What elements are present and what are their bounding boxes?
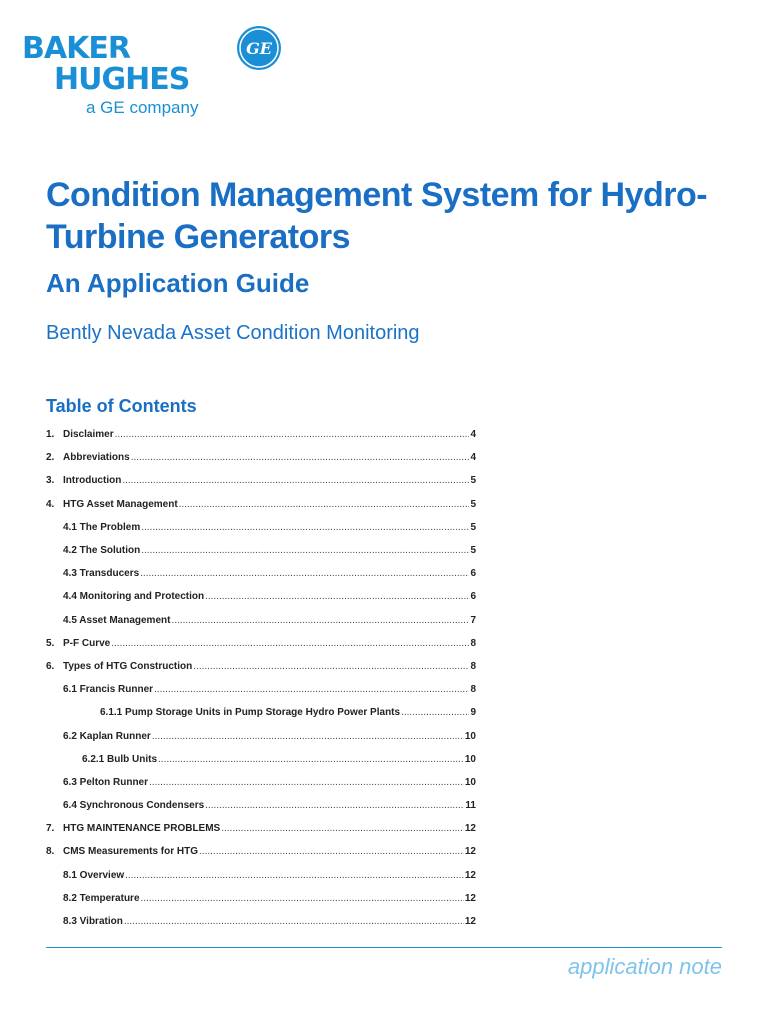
- table-of-contents: [46, 423, 476, 933]
- footer-divider: [46, 947, 722, 948]
- document-tagline: Bently Nevada Asset Condition Monitoring: [46, 322, 420, 344]
- toc-dot-leader: [125, 870, 464, 881]
- toc-entry[interactable]: [46, 469, 476, 492]
- toc-entry-label: HTG MAINTENANCE PROBLEMS: [63, 823, 221, 835]
- toc-entry-page-number: 6: [470, 568, 476, 580]
- toc-entry-page-number: 5: [470, 521, 476, 533]
- toc-dot-leader: [149, 777, 464, 788]
- toc-dot-leader: [124, 916, 464, 927]
- toc-entry-label: 8.2 Temperature: [63, 892, 140, 904]
- toc-entry-label: Types of HTG Construction: [63, 660, 193, 672]
- toc-entry-page-number: 12: [464, 823, 476, 835]
- toc-entry-number: 3.: [46, 475, 55, 487]
- toc-entry-page-number: 9: [470, 707, 476, 719]
- logo-text-baker: BAKER: [22, 31, 130, 66]
- toc-entry[interactable]: [46, 423, 476, 446]
- toc-entry[interactable]: [46, 840, 476, 863]
- toc-entry-label: 4.4 Monitoring and Protection: [63, 591, 205, 603]
- logo-text-hughes: HUGHES: [54, 62, 190, 97]
- toc-entry-number: 1.: [46, 429, 55, 441]
- toc-entry-label: 8.1 Overview: [63, 869, 125, 881]
- toc-entry-label: 4.2 The Solution: [63, 545, 141, 557]
- toc-entry[interactable]: [46, 910, 476, 933]
- toc-entry-page-number: 12: [464, 869, 476, 881]
- toc-dot-leader: [141, 893, 464, 904]
- toc-entry[interactable]: [46, 539, 476, 562]
- toc-heading: Table of Contents: [46, 396, 197, 416]
- toc-entry-label: P-F Curve: [63, 637, 111, 649]
- toc-entry-page-number: 5: [470, 475, 476, 487]
- toc-entry-label: HTG Asset Management: [63, 498, 178, 510]
- toc-entry[interactable]: [46, 516, 476, 539]
- toc-entry-label: 6.2.1 Bulb Units: [82, 753, 158, 765]
- toc-entry-label: 4.1 The Problem: [63, 521, 141, 533]
- document-subtitle: An Application Guide: [46, 268, 310, 298]
- toc-entry-page-number: 7: [470, 614, 476, 626]
- toc-entry-page-number: 10: [464, 730, 476, 742]
- toc-entry-number: 7.: [46, 823, 55, 835]
- toc-entry-label: Introduction: [63, 475, 122, 487]
- toc-entry-label: Abbreviations: [63, 452, 130, 464]
- toc-entry-page-number: 4: [470, 429, 476, 441]
- footer-application-note: application note: [567, 954, 722, 979]
- toc-entry-number: 4.: [46, 498, 55, 510]
- toc-entry[interactable]: [46, 562, 476, 585]
- toc-dot-leader: [131, 452, 470, 463]
- toc-entry-page-number: 6: [470, 591, 476, 603]
- toc-entry-label: 6.2 Kaplan Runner: [63, 730, 151, 742]
- toc-dot-leader: [205, 800, 464, 811]
- toc-entry-number: 2.: [46, 452, 55, 464]
- toc-entry-label: 8.3 Vibration: [63, 916, 123, 928]
- toc-entry[interactable]: [46, 701, 476, 724]
- toc-entry[interactable]: [46, 794, 476, 817]
- toc-entry-page-number: 8: [470, 660, 476, 672]
- toc-dot-leader: [122, 475, 469, 486]
- toc-entry[interactable]: [46, 724, 476, 747]
- toc-entry[interactable]: [46, 771, 476, 794]
- toc-entry[interactable]: [46, 887, 476, 910]
- toc-entry-page-number: 11: [465, 800, 476, 812]
- toc-entry-page-number: 8: [470, 684, 476, 696]
- toc-dot-leader: [221, 823, 464, 834]
- toc-dot-leader: [154, 684, 469, 695]
- document-title: Condition Management System for Hydro-Turbine Generators: [46, 176, 708, 256]
- toc-dot-leader: [171, 615, 469, 626]
- toc-entry-label: CMS Measurements for HTG: [63, 846, 199, 858]
- toc-entry-label: 6.3 Pelton Runner: [63, 776, 149, 788]
- toc-entry-page-number: 12: [464, 846, 476, 858]
- toc-entry-number: 8.: [46, 846, 55, 858]
- toc-entry[interactable]: [46, 493, 476, 516]
- ge-monogram-icon: [235, 24, 283, 72]
- toc-entry[interactable]: [46, 748, 476, 771]
- toc-entry[interactable]: [46, 655, 476, 678]
- toc-entry-page-number: 5: [470, 545, 476, 557]
- toc-entry[interactable]: [46, 585, 476, 608]
- toc-dot-leader: [140, 568, 469, 579]
- toc-dot-leader: [141, 545, 469, 556]
- toc-entry[interactable]: [46, 678, 476, 701]
- toc-dot-leader: [158, 754, 464, 765]
- toc-entry-page-number: 10: [464, 753, 476, 765]
- toc-entry-label: 6.1 Francis Runner: [63, 684, 154, 696]
- toc-dot-leader: [111, 638, 469, 649]
- toc-entry-page-number: 8: [470, 637, 476, 649]
- toc-entry-label: 4.3 Transducers: [63, 568, 140, 580]
- toc-entry[interactable]: [46, 632, 476, 655]
- toc-dot-leader: [199, 846, 464, 857]
- toc-entry-page-number: 12: [464, 892, 476, 904]
- toc-entry-page-number: 4: [470, 452, 476, 464]
- toc-entry[interactable]: [46, 446, 476, 469]
- toc-entry-label: 6.1.1 Pump Storage Units in Pump Storage Hydro Power Plants: [100, 707, 401, 719]
- toc-entry[interactable]: [46, 864, 476, 887]
- toc-dot-leader: [141, 522, 469, 533]
- toc-dot-leader: [193, 661, 469, 672]
- toc-entry-number: 6.: [46, 660, 55, 672]
- toc-entry-number: 5.: [46, 637, 55, 649]
- svg-text:GE: GE: [246, 39, 272, 58]
- toc-dot-leader: [205, 591, 469, 602]
- toc-entry-label: 6.4 Synchronous Condensers: [63, 800, 205, 812]
- toc-entry-page-number: 12: [464, 916, 476, 928]
- toc-dot-leader: [401, 707, 469, 718]
- toc-dot-leader: [179, 499, 470, 510]
- toc-entry[interactable]: [46, 609, 476, 632]
- toc-entry-label: Disclaimer: [63, 429, 114, 441]
- toc-entry[interactable]: [46, 817, 476, 840]
- logo-subline: a GE company: [86, 98, 199, 117]
- toc-entry-label: 4.5 Asset Management: [63, 614, 171, 626]
- toc-entry-page-number: 5: [470, 498, 476, 510]
- toc-dot-leader: [115, 429, 470, 440]
- toc-entry-page-number: 10: [464, 776, 476, 788]
- toc-dot-leader: [152, 731, 464, 742]
